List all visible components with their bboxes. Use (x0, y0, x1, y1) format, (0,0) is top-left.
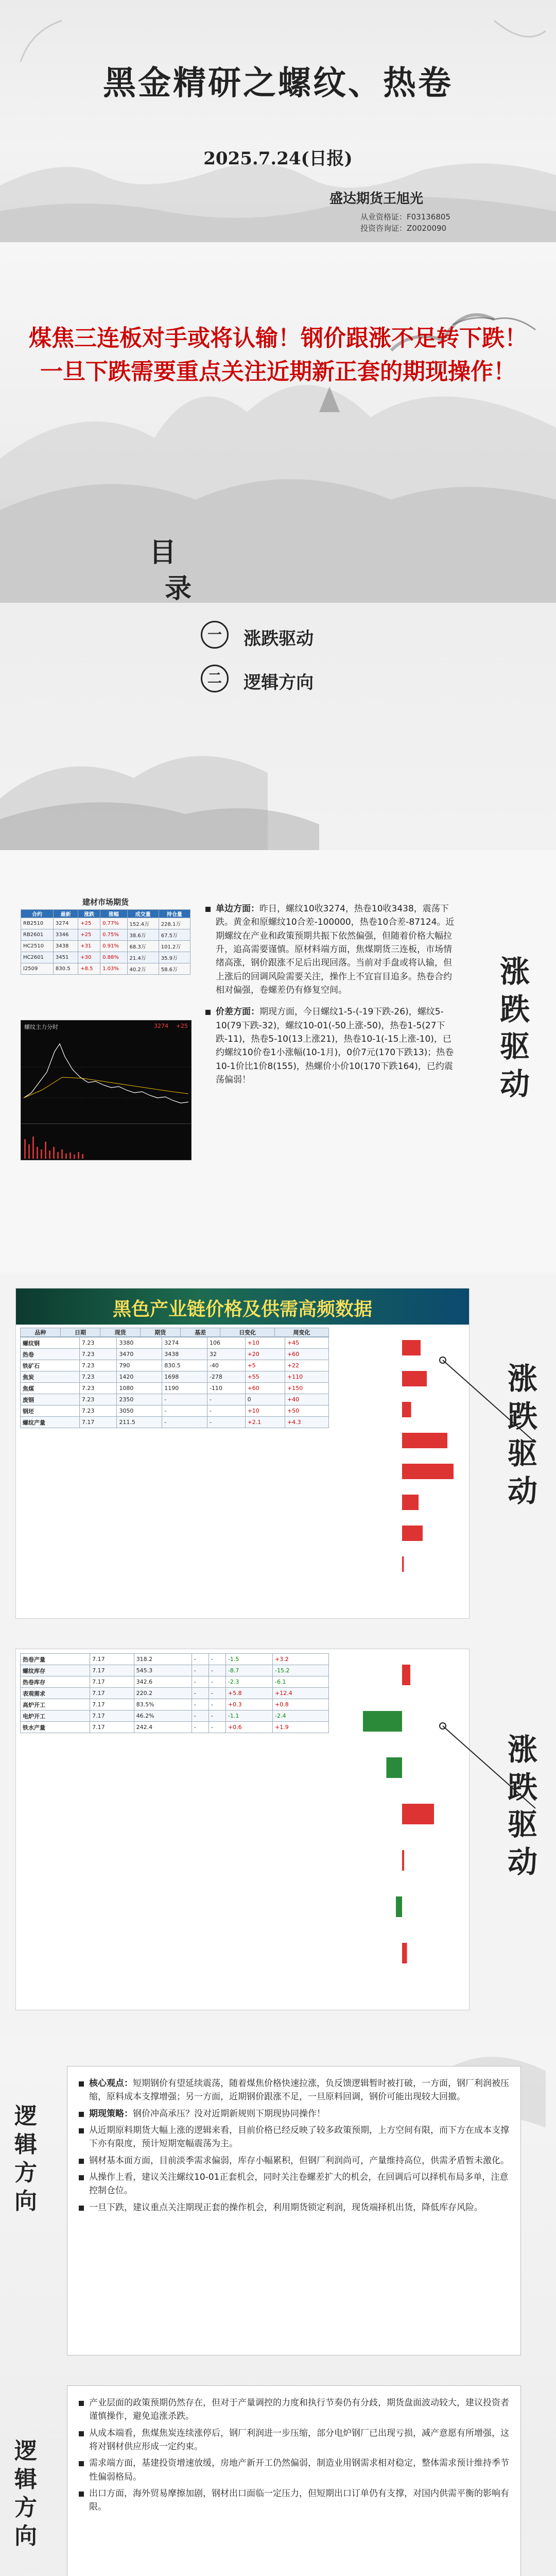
table-cell: +20 (245, 1349, 285, 1360)
core-view-text: 短期钢价有望延续震荡，随着煤焦价格快速拉涨，负反馈逻辑暂时被打破，一方面，钢厂利润被压缩，原料成本支撑增强；另一方面，近期钢价跟涨不足，一旦原料回调，钢价可能出现较大回撤。 (89, 2078, 509, 2103)
cover-section (0, 0, 556, 242)
table-cell: 3451 (53, 952, 78, 963)
table-cell: 1420 (117, 1371, 162, 1383)
table-cell: - (207, 1417, 245, 1428)
table-cell: 32 (207, 1349, 245, 1360)
table-row (21, 1360, 329, 1371)
chart-change: +25 (176, 1023, 188, 1029)
logic-box-a-content (67, 2066, 520, 2225)
side-label-logic-2: 逻辑方向 (14, 2438, 37, 2549)
table-cell: +110 (285, 1371, 328, 1383)
table-cell: 242.4 (134, 1722, 192, 1733)
table-header: 周变化 (274, 1328, 328, 1337)
chart-plot (21, 1021, 191, 1160)
toc-item-number: 二 (201, 665, 229, 692)
volume-bars (24, 1137, 83, 1159)
table-row (21, 1417, 329, 1428)
table-cell: +10 (245, 1405, 285, 1417)
table-cell: -1.5 (225, 1654, 272, 1665)
table-cell: 545.3 (134, 1665, 192, 1676)
table-header: 成交量 (127, 910, 159, 918)
report-title: 黑金精研之螺纹、热卷 (103, 64, 453, 103)
table-row (21, 1654, 329, 1665)
table-cell: 7.17 (90, 1676, 134, 1688)
change-bar (402, 1804, 434, 1824)
logic-section (0, 2035, 556, 2576)
table-cell: +0.3 (225, 1699, 272, 1710)
table-cell: - (208, 1676, 225, 1688)
table-cell: 0.91% (100, 941, 127, 952)
table-cell: - (162, 1394, 207, 1405)
table-cell: 焦煤 (21, 1383, 80, 1394)
table-cell: 68.3万 (127, 941, 159, 952)
table-row (21, 1722, 329, 1733)
headline-line-1: 煤焦三连板对手或将认输！钢价跟涨不足转下跌！ (29, 325, 527, 351)
table-cell: 7.17 (90, 1654, 134, 1665)
toc-item-number: 一 (201, 621, 229, 649)
table-cell: +45 (285, 1337, 328, 1349)
table-cell: - (208, 1688, 225, 1699)
table-cell: 318.2 (134, 1654, 192, 1665)
table-cell: +150 (285, 1383, 328, 1394)
table-cell: 7.17 (90, 1688, 134, 1699)
single-side-label: 单边方面： (216, 904, 259, 914)
table-row (21, 1688, 329, 1699)
table-cell: 40.2万 (127, 963, 159, 975)
table-row (21, 1710, 329, 1722)
table-cell: 螺纹产量 (21, 1417, 80, 1428)
table-header: 日变化 (220, 1328, 274, 1337)
table-cell: 废钢 (21, 1394, 80, 1405)
table-cell: 830.5 (53, 963, 78, 975)
driver-section-2 (0, 1273, 556, 2035)
table-cell: 1698 (162, 1371, 207, 1383)
industry-table-body (20, 1337, 329, 1428)
author-org: 盛达期货王旭光 (329, 191, 424, 207)
industry-table-body-2 (20, 1653, 329, 1733)
table-cell: 7.23 (79, 1383, 117, 1394)
ink-mountain-cover (0, 0, 556, 242)
logic-point: 钢材基本面方面，目前淡季需求偏弱，库存小幅累积，但钢厂利润尚可，产量维持高位，供需矛盾暂未激化。 (77, 2154, 511, 2167)
table-cell: 7.23 (79, 1349, 117, 1360)
table-cell: 热卷产量 (21, 1654, 90, 1665)
table-row (21, 918, 190, 929)
table-cell: 58.6万 (159, 963, 190, 975)
table-cell: 1.03% (100, 963, 127, 975)
table-cell: - (162, 1405, 207, 1417)
table-cell: - (207, 1405, 245, 1417)
table-header: 合约 (21, 910, 54, 918)
table-cell: -6.1 (273, 1676, 329, 1688)
table-cell: 7.17 (79, 1417, 117, 1428)
table-cell: +40 (285, 1394, 328, 1405)
table-cell: - (162, 1417, 207, 1428)
table-header: 现货 (100, 1328, 141, 1337)
table-row (21, 1371, 329, 1383)
table-cell: +3.2 (273, 1654, 329, 1665)
side-label-driver-3: 涨跌驱动 (507, 1732, 537, 1879)
toc-label-mu: 目 (149, 537, 177, 568)
table-cell: +8.5 (78, 963, 100, 975)
table-cell: +25 (78, 929, 100, 941)
table-cell: 7.23 (79, 1405, 117, 1417)
table-cell: 0 (245, 1394, 285, 1405)
table-cell: 101.2万 (159, 941, 190, 952)
industry-table-panel (15, 1288, 470, 1619)
strategy-text: 钢价冲高承压？没对近期新规则下期现协同操作！ (133, 2108, 325, 2119)
side-label-logic-1: 逻辑方向 (14, 2103, 37, 2214)
table-row (21, 1665, 329, 1676)
industry-table-panel-2 (15, 1649, 470, 2010)
table-header: 期货 (141, 1328, 181, 1337)
core-view-paragraph (77, 2077, 511, 2104)
table-cell: 21.4万 (127, 952, 159, 963)
table-cell: 1190 (162, 1383, 207, 1394)
table-cell: 830.5 (162, 1360, 207, 1371)
table-cell: +0.6 (225, 1722, 272, 1733)
table-cell: 铁水产量 (21, 1722, 90, 1733)
table-row (21, 952, 190, 963)
table-cell: - (208, 1654, 225, 1665)
table-cell: 7.23 (79, 1371, 117, 1383)
table-cell: 3274 (53, 918, 78, 929)
table-cell: -8.7 (225, 1665, 272, 1676)
driver-section-1 (0, 850, 556, 1273)
table-cell: 220.2 (134, 1688, 192, 1699)
table-cell: +31 (78, 941, 100, 952)
table-cell: +55 (245, 1371, 285, 1383)
table-cell: 38.6万 (127, 929, 159, 941)
table-cell: +1.9 (273, 1722, 329, 1733)
table-cell: 7.17 (90, 1710, 134, 1722)
table-cell: +5.8 (225, 1688, 272, 1699)
table-cell: - (192, 1665, 208, 1676)
strategy-label: 期现策略： (89, 2108, 133, 2119)
change-bar (402, 1850, 404, 1871)
table-cell: 46.2% (134, 1710, 192, 1722)
ink-pointer-line-2 (432, 1716, 546, 1819)
table-cell: 热卷 (21, 1349, 80, 1360)
table-cell: 3346 (53, 929, 78, 941)
table-cell: 3470 (117, 1349, 162, 1360)
table-cell: 83.5% (134, 1699, 192, 1710)
table-cell: +0.8 (273, 1699, 329, 1710)
table-cell: 7.17 (90, 1722, 134, 1733)
change-bar (402, 1464, 454, 1479)
table-cell: 2350 (117, 1394, 162, 1405)
table-cell: RB2601 (21, 929, 54, 941)
change-bar (402, 1495, 419, 1510)
table-cell: 钢坯 (21, 1405, 80, 1417)
market-table-title: 建材市场期货 (82, 897, 129, 907)
change-bar (387, 1757, 403, 1778)
table-cell: +12.4 (273, 1688, 329, 1699)
table-cell: 3380 (117, 1337, 162, 1349)
spread-text: 期现方面，今日螺纹1-5-(-19下跌-26)，螺纹5-10(79下跌-32)，螺纹10-01(-50上涨-50)，热卷1-5(27下跌-11)，热卷5-10(13上涨21)，热卷10-1(-15上涨-10)，已约螺纹10价卷1小涨幅(10-1月)，0价7元(170下跌13)；热卷10-1价比1价8(155)，热螺价小价10(170下跌164)，已约震荡偏弱！ (216, 1007, 454, 1086)
table-cell: 152.4万 (127, 918, 159, 929)
spread-label: 价差方面： (216, 1007, 259, 1018)
chart-last-price: 3274 (154, 1023, 168, 1029)
table-row (21, 1699, 329, 1710)
table-cell: 35.9万 (159, 952, 190, 963)
table-cell: -278 (207, 1371, 245, 1383)
table-cell: +60 (245, 1383, 285, 1394)
change-bar (402, 1556, 404, 1572)
change-bar (363, 1711, 402, 1732)
industry-title: 黑色产业链价格及供需高频数据 (112, 1299, 372, 1320)
consult-cert: 投资咨询证：Z0020090 (360, 224, 447, 233)
ink-pointer-line (432, 1350, 546, 1453)
table-cell: +2.1 (245, 1417, 285, 1428)
table-cell: -40 (207, 1360, 245, 1371)
table-cell: - (208, 1722, 225, 1733)
table-cell: 790 (117, 1360, 162, 1371)
table-cell: -110 (207, 1383, 245, 1394)
table-cell: 7.17 (90, 1699, 134, 1710)
logic-box-a (67, 2066, 521, 2355)
table-cell: 3438 (162, 1349, 207, 1360)
table-cell: - (192, 1676, 208, 1688)
table-cell: 7.23 (79, 1360, 117, 1371)
toc-item-label: 涨跌驱动 (244, 629, 314, 649)
table-row (21, 1349, 329, 1360)
table-row (21, 1394, 329, 1405)
table-row (21, 1676, 329, 1688)
report-date: 2025.7.24(日报) (203, 148, 353, 169)
table-cell: -2.4 (273, 1710, 329, 1722)
table-cell: - (192, 1688, 208, 1699)
table-cell: 1080 (117, 1383, 162, 1394)
toc-label-lu: 录 (165, 573, 192, 604)
industry-table (20, 1328, 329, 1337)
price-line (24, 1044, 188, 1103)
table-row (21, 1383, 329, 1394)
industry-line-strip (345, 1659, 459, 1999)
table-cell: - (192, 1699, 208, 1710)
core-view-label: 核心观点： (89, 2078, 133, 2089)
toc-item-label: 逻辑方向 (244, 672, 314, 693)
table-cell: - (208, 1699, 225, 1710)
table-header: 日期 (60, 1328, 100, 1337)
table-cell: 螺纹库存 (21, 1665, 90, 1676)
table-cell: - (192, 1722, 208, 1733)
table-cell: -15.2 (273, 1665, 329, 1676)
table-row (21, 1405, 329, 1417)
change-bar (402, 1402, 411, 1417)
table-row (21, 1337, 329, 1349)
table-cell: HC2510 (21, 941, 54, 952)
table-cell: +22 (285, 1360, 328, 1371)
logic-point: 从近期原料期货大幅上涨的逻辑来看，目前价格已经反映了较多政策预期，上方空间有限，而下方在成本支撑下亦有限度，预计短期宽幅震荡为主。 (77, 2124, 511, 2151)
table-cell: +10 (245, 1337, 285, 1349)
table-cell: +5 (245, 1360, 285, 1371)
logic-box-b (67, 2385, 521, 2576)
table-row (21, 941, 190, 952)
change-bar (402, 1340, 421, 1355)
table-cell: 211.5 (117, 1417, 162, 1428)
practice-cert: 从业资格证：F03136805 (360, 212, 450, 222)
change-bar (396, 1896, 402, 1917)
table-cell: 0.77% (100, 918, 127, 929)
single-side-paragraph (203, 902, 456, 997)
strategy-paragraph (77, 2107, 511, 2121)
table-cell: HC2601 (21, 952, 54, 963)
market-table-header-row (21, 910, 190, 918)
driver-text-block (203, 899, 456, 1090)
table-cell: 3438 (53, 941, 78, 952)
table-cell: 3274 (162, 1337, 207, 1349)
change-bar (402, 1526, 423, 1541)
table-cell: +60 (285, 1349, 328, 1360)
table-cell: -1.1 (225, 1710, 272, 1722)
change-bar (402, 1943, 407, 1963)
table-cell: 3050 (117, 1405, 162, 1417)
side-label-driver: 涨跌驱动 (499, 954, 530, 1101)
table-cell: 螺纹钢 (21, 1337, 80, 1349)
table-row (21, 929, 190, 941)
market-table (21, 909, 190, 975)
table-cell: +30 (78, 952, 100, 963)
table-cell: - (192, 1710, 208, 1722)
side-label-driver-2: 涨跌驱动 (507, 1361, 537, 1509)
change-bar (402, 1665, 410, 1685)
table-cell: -2.3 (225, 1676, 272, 1688)
ink-landscape-bottom (0, 644, 556, 850)
table-cell: 67.5万 (159, 929, 190, 941)
table-cell: 0.75% (100, 929, 127, 941)
intraday-chart (21, 1020, 192, 1160)
table-header: 品种 (21, 1328, 61, 1337)
table-cell: 高炉开工 (21, 1699, 90, 1710)
headline-toc-section (0, 242, 556, 850)
table-cell: RB2510 (21, 918, 54, 929)
table-header: 涨幅 (100, 910, 127, 918)
table-cell: I2509 (21, 963, 54, 975)
table-cell: 电炉开工 (21, 1710, 90, 1722)
change-bar (402, 1371, 427, 1386)
table-cell: - (207, 1394, 245, 1405)
market-table-panel (21, 896, 190, 975)
table-cell: 106 (207, 1337, 245, 1349)
logic-point: 产业层面的政策预期仍然存在，但对于产量调控的力度和执行节奏仍有分歧，期货盘面波动较大，建议投资者谨慎操作，避免追涨杀跌。 (77, 2396, 511, 2424)
industry-header-row (21, 1328, 329, 1337)
table-cell: - (192, 1654, 208, 1665)
table-header: 最新 (53, 910, 78, 918)
logic-point: 从成本端看，焦煤焦炭连续涨停后，钢厂利润进一步压缩，部分电炉钢厂已出现亏损，减产意愿有所增强，这将对钢材供应形成一定约束。 (77, 2427, 511, 2454)
table-cell: 0.88% (100, 952, 127, 963)
industry-banner (16, 1289, 469, 1325)
table-header: 涨跌 (78, 910, 100, 918)
table-cell: +25 (78, 918, 100, 929)
table-header: 基差 (180, 1328, 220, 1337)
table-cell: +4.3 (285, 1417, 328, 1428)
headline-line-2: 一旦下跌需要重点关注近期新正套的期现操作！ (40, 359, 516, 385)
table-cell: 7.23 (79, 1394, 117, 1405)
logic-point: 需求端方面，基建投资增速放缓，房地产新开工仍然偏弱，制造业用钢需求相对稳定，整体需求预计维持季节性偏弱格局。 (77, 2456, 511, 2484)
table-cell: - (208, 1710, 225, 1722)
table-cell: - (208, 1665, 225, 1676)
table-cell: 342.6 (134, 1676, 192, 1688)
table-cell: 热卷库存 (21, 1676, 90, 1688)
table-header: 持仓量 (159, 910, 190, 918)
table-cell: 228.1万 (159, 918, 190, 929)
table-cell: 7.17 (90, 1665, 134, 1676)
logic-box-b-content (67, 2386, 520, 2524)
logic-point: 一旦下跌，建议重点关注期现正套的操作机会，利用期货锁定利润，现货端择机出货，降低库存风险。 (77, 2201, 511, 2214)
logic-point: 出口方面，海外贸易摩擦加剧，钢材出口面临一定压力，但短期出口订单仍有支撑，对国内供需平衡的影响有限。 (77, 2487, 511, 2514)
avg-line (24, 1077, 188, 1098)
table-cell: 7.23 (79, 1337, 117, 1349)
table-cell: +50 (285, 1405, 328, 1417)
table-cell: 焦炭 (21, 1371, 80, 1383)
table-cell: 表观需求 (21, 1688, 90, 1699)
table-row (21, 963, 190, 975)
chart-title: 螺纹主力分时 (24, 1024, 58, 1030)
single-side-text: 昨日，螺纹10收3274，热卷10收3438，震荡下跌。黄金和原螺纹10合差-100000，热卷10合差-87124。近期螺纹在产业和政策预期共振下依然偏强，但随着价格大幅拉升，追高需要谨慎。原材料端方面，焦煤期货三连板，市场情绪高涨，钢价跟涨不足后出现回落。当前对手盘或将认输，但上涨后的回调风险需要关注，操作上不宜盲目追多。热卷合约相对偏强，卷螺差仍有修复空间。 (216, 904, 455, 996)
logic-point: 从操作上看，建议关注螺纹10-01正套机会，同时关注卷螺差扩大的机会，在回调后可以择机布局多单，注意控制仓位。 (77, 2171, 511, 2198)
table-cell: 铁矿石 (21, 1360, 80, 1371)
spread-paragraph (203, 1005, 456, 1087)
